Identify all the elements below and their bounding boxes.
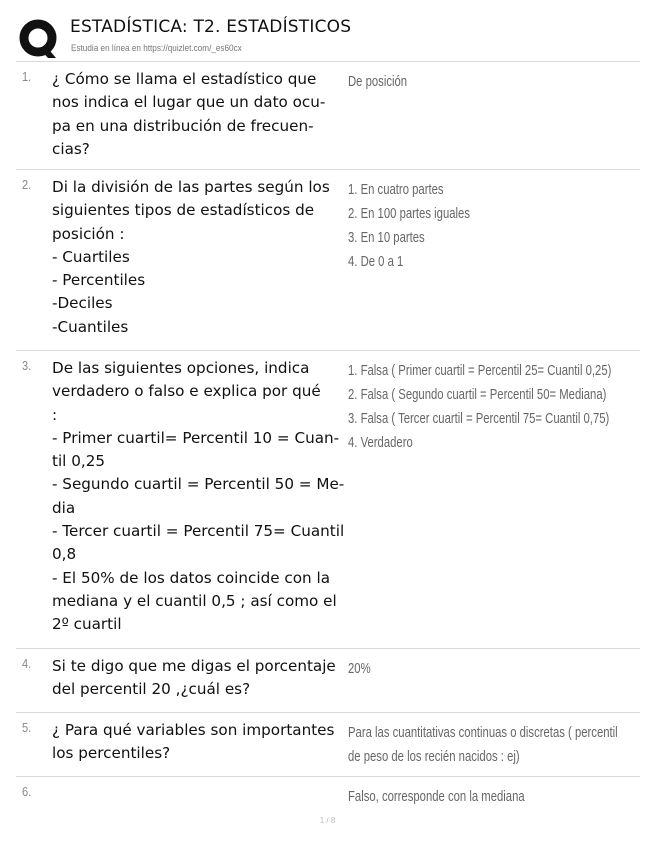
term-line: dia <box>52 498 76 517</box>
card-term <box>52 68 346 161</box>
term-line: : <box>52 405 58 424</box>
card-number: 2. <box>22 177 32 192</box>
term-line: nos indica el lugar que un dato ocu- <box>52 93 326 112</box>
flashcard-row <box>16 777 640 813</box>
term-line: verdadero o falso e explica por qué <box>52 382 321 401</box>
definition-line: 1. Falsa ( Primer cuartil = Percentil 25= Cuantil 0,25) <box>348 363 612 379</box>
term-line: til 0,25 <box>52 452 106 471</box>
flashcard-row <box>16 713 640 777</box>
term-line: Si te digo que me digas el porcentaje <box>52 657 336 675</box>
study-link[interactable]: Estudia en línea en https://quizlet.com/_es60cx <box>71 43 242 54</box>
definition-line: 20% <box>348 661 371 677</box>
definition-line: 3. En 10 partes <box>348 230 425 246</box>
card-definition <box>348 785 655 809</box>
card-definition <box>348 178 655 274</box>
card-definition <box>348 657 655 681</box>
card-definition <box>348 70 655 94</box>
card-number: 5. <box>22 720 32 735</box>
term-line: De las siguientes opciones, indica <box>52 359 310 377</box>
term-line: ¿ Para qué variables son importantes <box>52 721 335 739</box>
definition-line: 4. Verdadero <box>348 435 413 451</box>
term-line: cias? <box>52 139 90 158</box>
term-line: - Cuartiles <box>52 247 130 266</box>
term-line: -Cuantiles <box>52 317 129 336</box>
definition-line: De posición <box>348 74 408 90</box>
card-term <box>52 719 346 766</box>
term-line: mediana y el cuantil 0,5 ; así como el <box>52 591 337 610</box>
term-line: los percentiles? <box>52 744 171 763</box>
quizlet-logo-icon <box>18 18 60 60</box>
flashcard-row <box>16 62 640 170</box>
definition-line: 2. Falsa ( Segundo cuartil = Percentil 50= Mediana) <box>348 387 607 403</box>
page-header <box>16 14 636 62</box>
term-line: 2º cuartil <box>52 615 122 634</box>
flashcard-row <box>16 649 640 713</box>
term-line: del percentil 20 ,¿cuál es? <box>52 680 251 699</box>
card-number: 4. <box>22 656 32 671</box>
card-term <box>52 655 346 702</box>
term-line: pa en una distribución de frecuen- <box>52 116 314 135</box>
term-line: - El 50% de los datos coincide con la <box>52 568 331 587</box>
term-line: 0,8 <box>52 545 77 564</box>
term-line: posición : <box>52 224 125 243</box>
page-number: 1 / 8 <box>319 816 336 825</box>
card-definition <box>348 359 655 455</box>
definition-line: 2. En 100 partes iguales <box>348 206 470 222</box>
card-definition <box>348 721 655 769</box>
flashcard-row <box>16 351 640 649</box>
definition-line: Para las cuantitativas continuas o discretas ( percentil <box>348 725 618 741</box>
term-line: -Deciles <box>52 294 113 313</box>
definition-line: de peso de los recién nacidos : ej) <box>348 749 520 765</box>
term-line: - Segundo cuartil = Percentil 50 = Me- <box>52 475 345 494</box>
card-term <box>52 176 346 339</box>
definition-line: 1. En cuatro partes <box>348 182 444 198</box>
card-term <box>52 357 346 637</box>
term-line: - Primer cuartil= Percentil 10 = Cuan- <box>52 428 340 447</box>
definition-line: 4. De 0 a 1 <box>348 254 404 270</box>
term-line: Di la división de las partes según los <box>52 178 330 196</box>
term-line: siguientes tipos de estadísticos de <box>52 201 315 220</box>
card-number: 1. <box>22 69 32 84</box>
definition-line: Falso, corresponde con la mediana <box>348 789 525 805</box>
card-number: 6. <box>22 784 32 799</box>
flashcard-row <box>16 170 640 351</box>
card-number: 3. <box>22 358 32 373</box>
definition-line: 3. Falsa ( Tercer cuartil = Percentil 75= Cuantil 0,75) <box>348 411 610 427</box>
page-title: ESTADÍSTICA: T2. ESTADÍSTICOS <box>70 17 352 37</box>
term-line: - Percentiles <box>52 271 146 290</box>
term-line: ¿ Cómo se llama el estadístico que <box>52 70 317 88</box>
term-line: - Tercer cuartil = Percentil 75= Cuantil <box>52 522 345 541</box>
